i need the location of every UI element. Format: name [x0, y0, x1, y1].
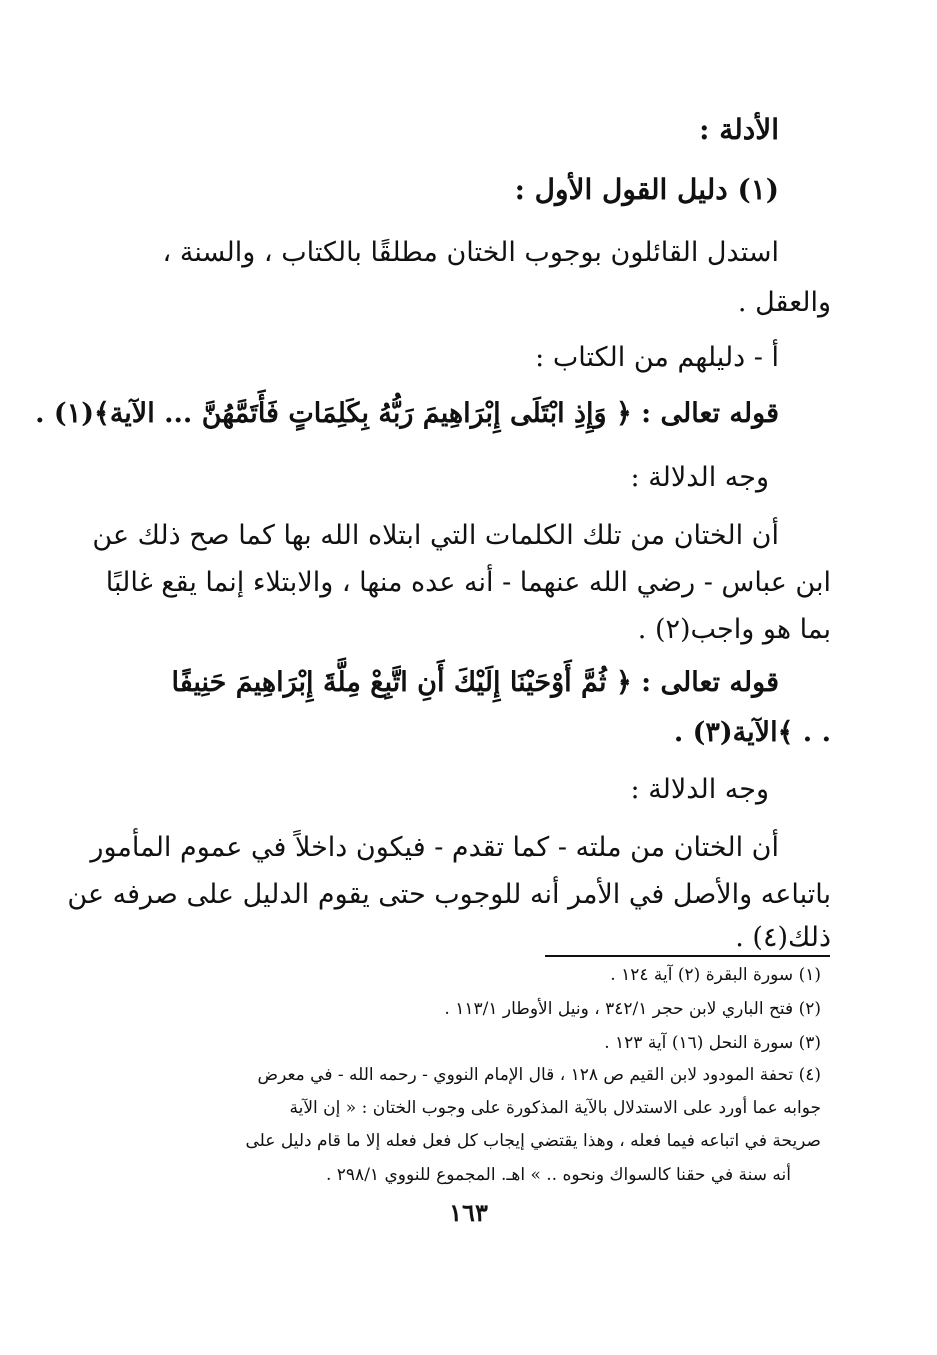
paragraph-line: أن الختان من تلك الكلمات التي ابتلاه الله بها كما صح ذلك عن: [92, 520, 779, 551]
footnote-4-line: جوابه عما أورد على الاستدلال بالآية المذكورة على وجوب الختان : « إن الآية: [289, 1098, 821, 1118]
quran-verse-line: قوله تعالى : ﴿ وَإِذِ ابْتَلَى إِبْرَاهِيمَ رَبُّهُ بِكَلِمَاتٍ فَأَتَمَّهُنَّ ... الآية﴾(١) .: [35, 398, 779, 429]
paragraph-line: ذلك(٤) .: [735, 922, 831, 953]
footnote-2: (٢) فتح الباري لابن حجر ٣٤٢/١ ، ونيل الأوطار ١١٣/١ .: [444, 999, 821, 1019]
subsection-heading: (١) دليل القول الأول :: [514, 173, 779, 206]
paragraph-line: باتباعه والأصل في الأمر أنه للوجوب حتى يقوم الدليل على صرفه عن: [67, 879, 831, 910]
paragraph-line: أن الختان من ملته - كما تقدم - فيكون داخلاً في عموم المأمور: [90, 832, 779, 863]
quran-verse-line: قوله تعالى : ﴿ ثُمَّ أَوْحَيْنَا إِلَيْكَ أَنِ اتَّبِعْ مِلَّةَ إِبْرَاهِيمَ حَنِيفًا: [171, 667, 779, 698]
footnote-4-line: (٤) تحفة المودود لابن القيم ص ١٢٨ ، قال الإمام النووي - رحمه الله - في معرض: [257, 1065, 821, 1085]
subheading: وجه الدلالة :: [630, 774, 769, 805]
footnote-4-line: أنه سنة في حقنا كالسواك ونحوه .. » اهـ. المجموع للنووي ٢٩٨/١ .: [325, 1165, 791, 1185]
subheading: وجه الدلالة :: [630, 462, 769, 493]
page-number: ١٦٣: [449, 1198, 488, 1227]
paragraph-line: استدل القائلون بوجوب الختان مطلقًا بالكتاب ، والسنة ،: [162, 237, 779, 268]
footnote-4-line: صريحة في اتباعه فيما فعله ، وهذا يقتضي إيجاب كل فعل فعله إلا ما قام دليل على: [245, 1131, 821, 1151]
paragraph-line: ابن عباس - رضي الله عنهما - أنه عده منها ، والابتلاء إنما يقع غالبًا: [105, 567, 831, 598]
footnote-1: (١) سورة البقرة (٢) آية ١٢٤ .: [610, 965, 821, 985]
quran-verse-line: . . ﴾الآية(٣) .: [673, 717, 831, 748]
section-heading: الأدلة :: [699, 113, 779, 146]
subheading: أ - دليلهم من الكتاب :: [535, 342, 779, 373]
paragraph-line: والعقل .: [737, 287, 831, 318]
paragraph-line: بما هو واجب(٢) .: [637, 614, 831, 645]
footnote-separator: [545, 955, 830, 957]
footnote-3: (٣) سورة النحل (١٦) آية ١٢٣ .: [604, 1033, 821, 1053]
